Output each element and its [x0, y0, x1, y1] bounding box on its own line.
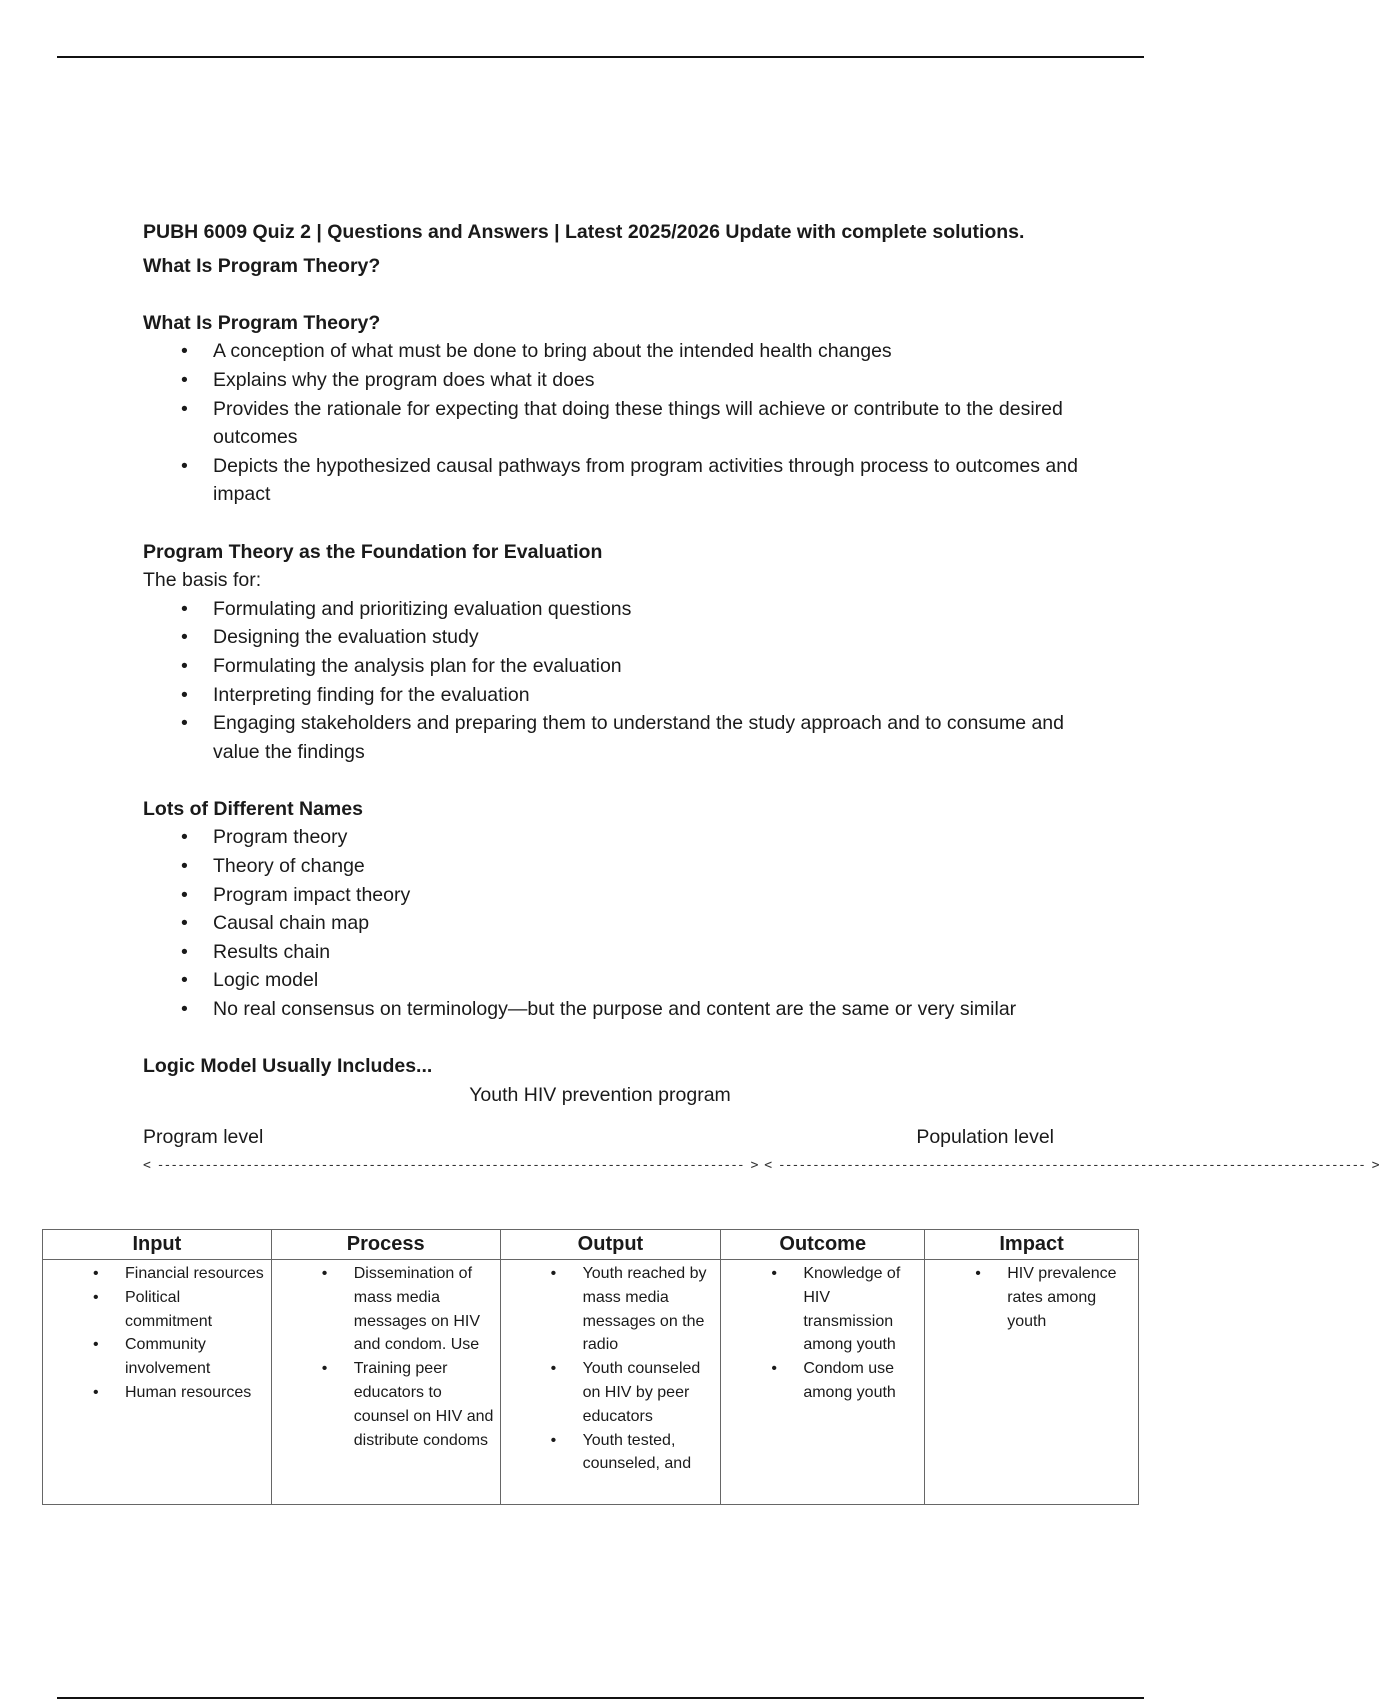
document-body	[143, 218, 1379, 1181]
section-heading-names: Lots of Different Names	[143, 797, 363, 820]
level-arrows: < -------------------------------------------------------------------------------------- > < -------------------------------------------------------------------------------------- >	[143, 1158, 1379, 1173]
table-header-row	[43, 1230, 1139, 1260]
level-labels	[143, 1123, 1054, 1152]
list-item: • Theory of change	[213, 852, 1103, 881]
column-header-process: Process	[271, 1230, 500, 1260]
section-lead: The basis for:	[143, 569, 262, 592]
list-item: • Condom use among youth	[803, 1357, 924, 1405]
list-item: • Knowledge of HIV transmission among youth	[803, 1262, 924, 1357]
column-header-input: Input	[43, 1230, 272, 1260]
list-item: • Youth tested, counseled, and	[583, 1429, 721, 1477]
section-heading-what-is: What Is Program Theory?	[143, 311, 381, 334]
column-header-impact: Impact	[925, 1230, 1139, 1260]
list-item: • Provides the rationale for expecting that doing these things will achieve or contribute to the desired outcomes	[213, 395, 1103, 452]
list-item: • Financial resources	[125, 1262, 271, 1286]
logic-model-table	[42, 1229, 1139, 1505]
cell-input	[43, 1260, 272, 1505]
list-item: • Political commitment	[125, 1286, 271, 1334]
column-header-output: Output	[500, 1230, 721, 1260]
list-item: • Youth reached by mass media messages on the radio	[583, 1262, 721, 1357]
bullet-list-foundation	[143, 595, 1103, 767]
list-item: • Results chain	[213, 938, 1103, 967]
list-item: • Youth counseled on HIV by peer educators	[583, 1357, 721, 1428]
list-item: • HIV prevalence rates among youth	[1007, 1262, 1138, 1333]
document-title: PUBH 6009 Quiz 2 | Questions and Answers | Latest 2025/2026 Update with complete solutions.	[143, 221, 1025, 243]
list-item: • Explains why the program does what it does	[213, 366, 1103, 395]
list-item: • Community involvement	[125, 1333, 271, 1381]
list-item: • Program impact theory	[213, 881, 1103, 910]
bullet-list-names	[143, 823, 1103, 1023]
list-item: • Designing the evaluation study	[213, 623, 1103, 652]
cell-outcome	[721, 1260, 925, 1505]
table-row	[43, 1260, 1139, 1505]
list-item: • No real consensus on terminology—but the purpose and content are the same or very similar	[213, 995, 1103, 1024]
bottom-rule	[57, 1697, 1144, 1699]
list-item: • Formulating and prioritizing evaluation questions	[213, 595, 1103, 624]
program-title: Youth HIV prevention program	[469, 1083, 731, 1106]
column-header-outcome: Outcome	[721, 1230, 925, 1260]
cell-process	[271, 1260, 500, 1505]
list-item: • Formulating the analysis plan for the evaluation	[213, 652, 1103, 681]
bullet-list-what-is	[143, 337, 1103, 509]
cell-output	[500, 1260, 721, 1505]
population-level-label: Population level	[916, 1126, 1054, 1149]
intro-heading: What Is Program Theory?	[143, 254, 381, 277]
list-item: • Logic model	[213, 966, 1103, 995]
list-item: • Dissemination of mass media messages on HIV and condom. Use	[354, 1262, 500, 1357]
logic-model-heading: Logic Model Usually Includes...	[143, 1055, 433, 1078]
list-item: • Human resources	[125, 1381, 271, 1405]
cell-impact	[925, 1260, 1139, 1505]
list-item: • Engaging stakeholders and preparing them to understand the study approach and to consume and value the findings	[213, 709, 1103, 766]
section-heading-foundation: Program Theory as the Foundation for Evaluation	[143, 540, 603, 563]
list-item: • Interpreting finding for the evaluation	[213, 681, 1103, 710]
top-rule	[57, 56, 1144, 58]
list-item: • Causal chain map	[213, 909, 1103, 938]
list-item: • Training peer educators to counsel on HIV and distribute condoms	[354, 1357, 500, 1452]
program-level-label: Program level	[143, 1126, 264, 1149]
list-item: • Program theory	[213, 823, 1103, 852]
list-item: • Depicts the hypothesized causal pathways from program activities through process to outcomes and impact	[213, 452, 1103, 509]
list-item: • A conception of what must be done to bring about the intended health changes	[213, 337, 1103, 366]
